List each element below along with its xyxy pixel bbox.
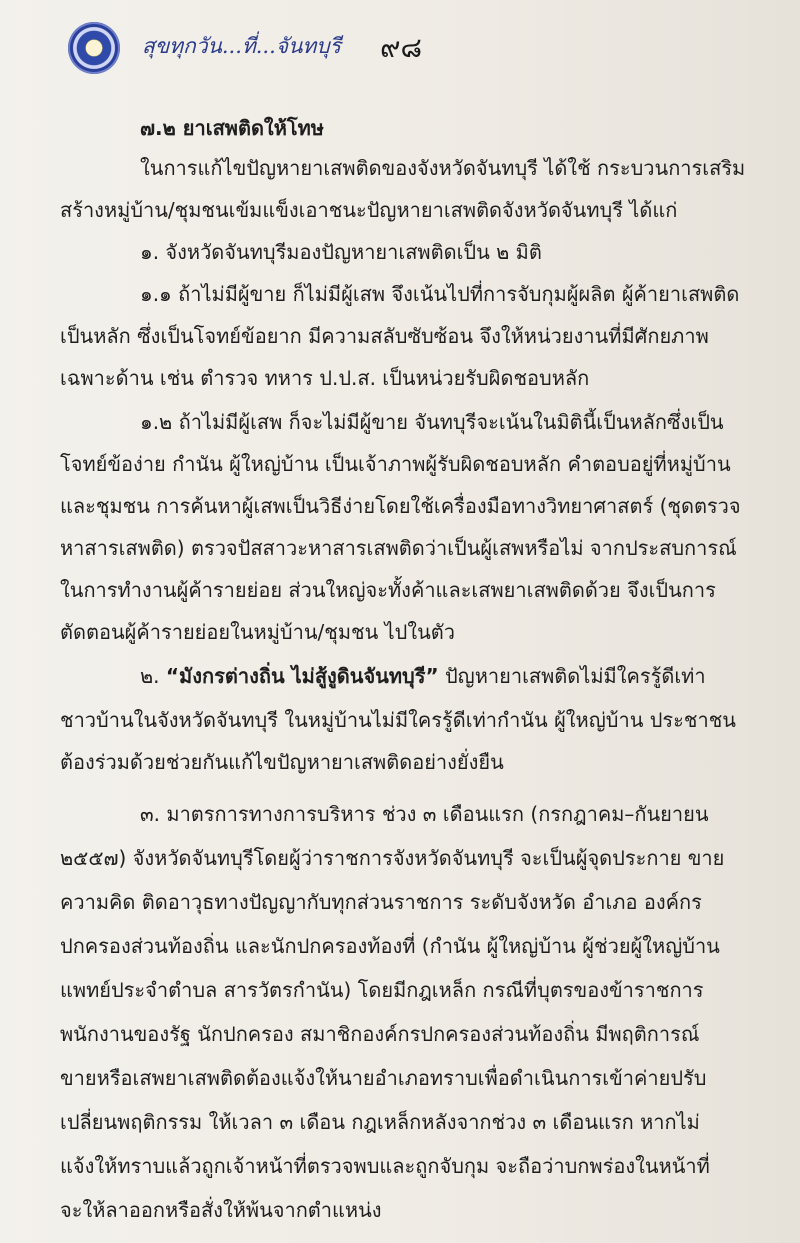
section-heading: ๗.๒ ยาเสพติดให้โทษ [140, 116, 324, 140]
bold-slogan: “มังกรต่างถิ่น ไม่สู้งูดินจันทบุรี” [165, 664, 439, 688]
paragraph-line: เฉพาะด้าน เช่น ตำรวจ ทหาร ป.ป.ส. เป็นหน่วยรับผิดชอบหลัก [60, 366, 590, 390]
paragraph-line: จะให้ลาออกหรือสั่งให้พ้นจากตำแหน่ง [60, 1198, 382, 1222]
paragraph-line: ในการแก้ไขปัญหายาเสพติดของจังหวัดจันทบุรี ได้ใช้ กระบวนการเสริม [140, 156, 746, 180]
list-item-line: ๑. จังหวัดจันทบุรีมองปัญหายาเสพติดเป็น ๒ มิติ [140, 240, 542, 264]
province-seal-icon [68, 22, 120, 74]
paragraph-line: สร้างหมู่บ้าน/ชุมชนเข้มแข็งเอาชนะปัญหายาเสพติดจังหวัดจันทบุรี ได้แก่ [60, 198, 678, 222]
paragraph-line: ตัดตอนผู้ค้ารายย่อยในหมู่บ้าน/ชุมชน ไปในตัว [60, 620, 456, 644]
paragraph-line: เปลี่ยนพฤติกรรม ให้เวลา ๓ เดือน กฎเหล็กหลังจากช่วง ๓ เดือนแรก หากไม่ [60, 1110, 700, 1134]
paragraph-line: ชาวบ้านในจังหวัดจันทบุรี ในหมู่บ้านไม่มีใครรู้ดีเท่ากำนัน ผู้ใหญ่บ้าน ประชาชน [60, 708, 736, 732]
paragraph-line: ความคิด ติดอาวุธทางปัญญากับทุกส่วนราชการ ระดับจังหวัด อำเภอ องค์กร [60, 890, 702, 914]
page-number: ๙๘ [380, 31, 423, 64]
paragraph-line: ในการทำงานผู้ค้ารายย่อย ส่วนใหญ่จะทั้งค้าและเสพยาเสพติดด้วย จึงเป็นการ [60, 578, 716, 602]
paragraph-line: ต้องร่วมด้วยช่วยกันแก้ไขปัญหายาเสพติดอย่างยั่งยืน [60, 750, 504, 774]
paragraph-line: เป็นหลัก ซึ่งเป็นโจทย์ข้อยาก มีความสลับซับซ้อน จึงให้หน่วยงานที่มีศักยภาพ [60, 324, 709, 348]
list-number: ๒. [140, 664, 166, 688]
paragraph-line: โจทย์ข้อง่าย กำนัน ผู้ใหญ่บ้าน เป็นเจ้าภาพผู้รับผิดชอบหลัก คำตอบอยู่ที่หมู่บ้าน [60, 452, 731, 476]
running-header-title: สุขทุกวัน...ที่...จันทบุรี [142, 34, 341, 58]
paragraph-line: และชุมชน การค้นหาผู้เสพเป็นวิธีง่ายโดยใช้เครื่องมือทางวิทยาศาสตร์ (ชุดตรวจ [60, 494, 741, 518]
paragraph-line: ขายหรือเสพยาเสพติดต้องแจ้งให้นายอำเภอทราบเพื่อดำเนินการเข้าค่ายปรับ [60, 1066, 707, 1090]
paragraph-line: พนักงานของรัฐ นักปกครอง สมาชิกองค์กรปกครองส่วนท้องถิ่น มีพฤติการณ์ [60, 1022, 700, 1046]
list-item-line [140, 660, 756, 692]
list-item-line: ๑.๒ ถ้าไม่มีผู้เสพ ก็จะไม่มีผู้ขาย จันทบุรีจะเน้นในมิตินี้เป็นหลักซึ่งเป็น [140, 410, 724, 434]
paragraph-line: แพทย์ประจำตำบล สารวัตรกำนัน) โดยมีกฎเหล็ก กรณีที่บุตรของข้าราชการ [60, 978, 704, 1002]
list-item-line: ๓. มาตรการทางการบริหาร ช่วง ๓ เดือนแรก (กรกฎาคม–กันยายน [140, 802, 709, 826]
list-item-line: ๑.๑ ถ้าไม่มีผู้ขาย ก็ไม่มีผู้เสพ จึงเน้นไปที่การจับกุมผู้ผลิต ผู้ค้ายาเสพติด [140, 282, 740, 306]
paragraph-line: ปกครองส่วนท้องถิ่น และนักปกครองท้องที่ (กำนัน ผู้ใหญ่บ้าน ผู้ช่วยผู้ใหญ่บ้าน [60, 934, 720, 958]
paragraph-line: แจ้งให้ทราบแล้วถูกเจ้าหน้าที่ตรวจพบและถูกจับกุม จะถือว่าบกพร่องในหน้าที่ [60, 1154, 710, 1178]
line-remainder: ปัญหายาเสพติดไม่มีใครรู้ดีเท่า [438, 664, 706, 688]
paragraph-line: หาสารเสพติด) ตรวจปัสสาวะหาสารเสพติดว่าเป็นผู้เสพหรือไม่ จากประสบการณ์ [60, 536, 737, 560]
paragraph-line: ๒๕๕๗) จังหวัดจันทบุรีโดยผู้ว่าราชการจังหวัดจันทบุรี จะเป็นผู้จุดประกาย ขาย [60, 846, 725, 870]
